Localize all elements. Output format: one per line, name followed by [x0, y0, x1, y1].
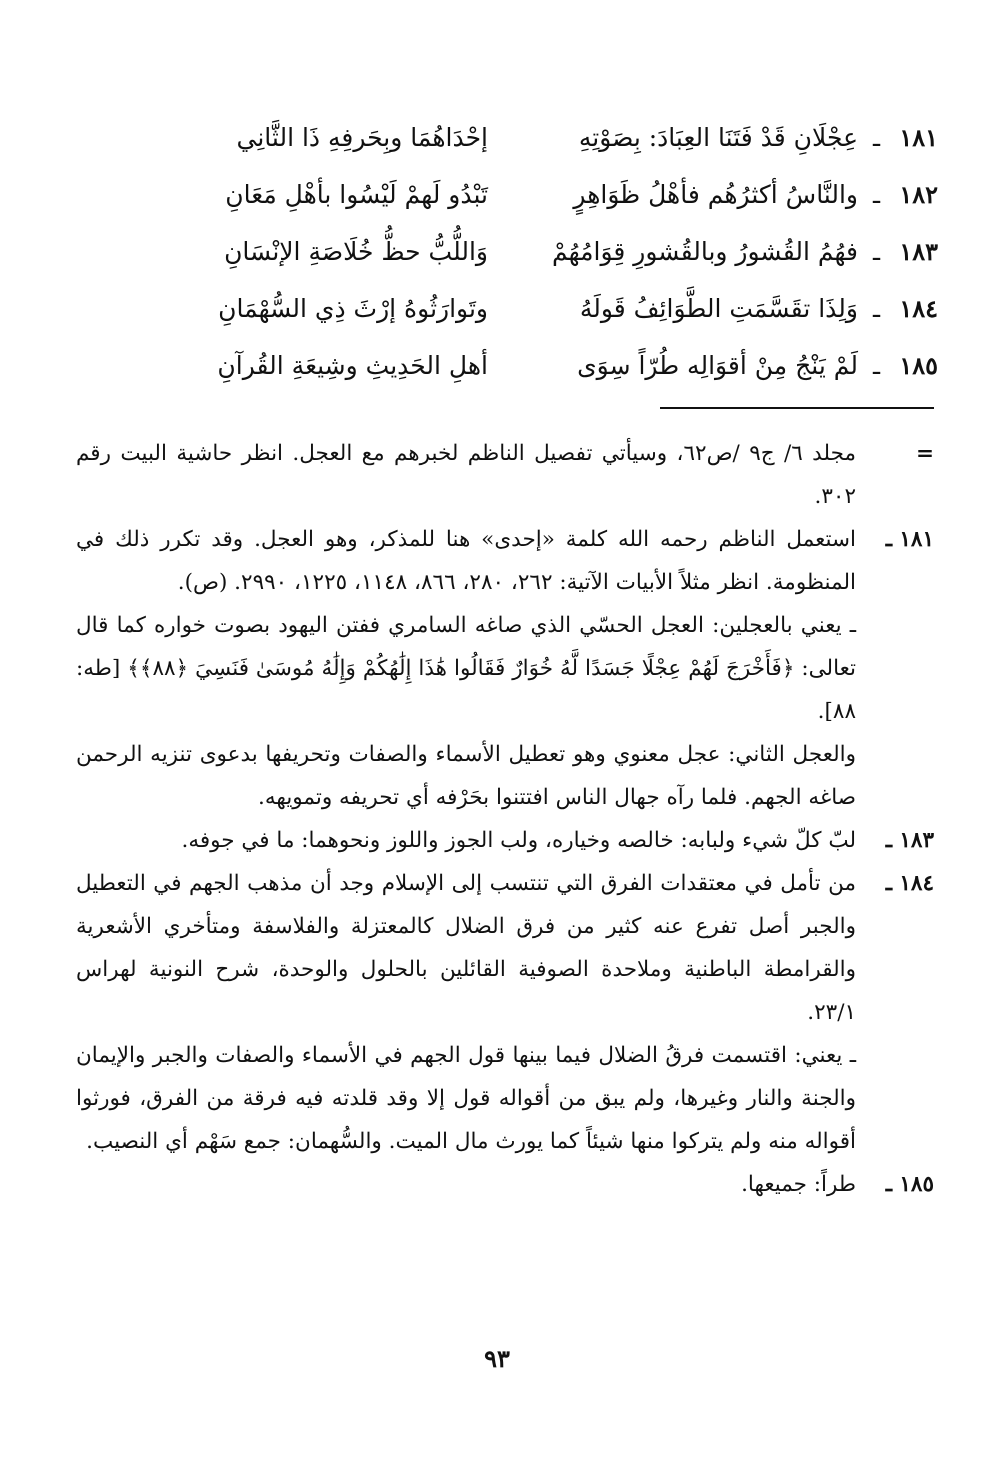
footnote	[76, 1163, 934, 1206]
footnote-paragraph: ـ يعني بالعجلين: العجل الحسّي الذي صاغه السامري ففتن اليهود بصوت خواره كما قال تعالى: ﴿فَأَخْرَجَ لَهُمْ عِجْلًا جَسَدًا لَّهُ خُوَارٌ فَقَالُوا هَٰذَا إِلَٰهُكُمْ وَإِلَٰهُ مُوسَىٰ فَنَسِيَ ﴿٨٨﴾﴾ [طه: ٨٨].	[76, 613, 856, 724]
verse-dash: ـ	[872, 295, 880, 323]
verse-number: ١٨٤	[899, 294, 938, 323]
footnote-text	[76, 432, 856, 518]
footnote-number: ١٨١	[899, 527, 934, 552]
verse-second-hemistich: إحْدَاهُمَا وبِحَرفِهِ ذَا الثَّانِي	[236, 123, 488, 152]
verse-number: ١٨٢	[899, 180, 938, 209]
footnote-paragraph: طراً: جميعها.	[741, 1172, 856, 1197]
footnote-text	[76, 819, 856, 862]
footnote-paragraph: ـ يعني: اقتسمت فرقُ الضلال فيما بينها قول الجهم في الأسماء والصفات والجبر والإيمان والجنة والنار وغيرها، ولم يبق من أقواله قول إلا وقد قلدته فيه فرقة من الفرق، فورثوا أقواله منه ولم يتركوا منها شيئاً كما يورث مال الميت. والسُّهمان: جمع سَهْم أي النصيب.	[76, 1043, 856, 1154]
verse-second-hemistich: وَاللُّبُّ حظُّ خُلَاصَةِ الإنْسَانِ	[224, 237, 488, 266]
footnote-dash: ـ	[885, 871, 892, 896]
footnote-separator	[660, 407, 934, 409]
footnote	[76, 432, 934, 518]
footnote-text	[76, 1163, 856, 1206]
verse-second-hemistich: أهلِ الحَدِيثِ وشِيعَةِ القُرآنِ	[217, 351, 488, 380]
verse-number: ١٨٣	[899, 237, 938, 266]
footnote-dash: ـ	[885, 1172, 892, 1197]
footnote-paragraph: من تأمل في معتقدات الفرق التي تنتسب إلى الإسلام وجد أن مذهب الجهم في التعطيل والجبر أصل تفرع عنه كثير من فرق الضلال كالمعتزلة والفلاسفة ومتأخري الأشعرية والقرامطة الباطنية وملاحدة الصوفية القائلين بالحلول والوحدة، شرح النونية لهراس ٢٣/١.	[76, 871, 856, 1025]
footnote-paragraph: والعجل الثاني: عجل معنوي وهو تعطيل الأسماء والصفات وتحريفها بدعوى تنزيه الرحمن صاغه الجهم. فلما رآه جهال الناس افتتنوا بحَرْفه أي تحريفه وتمويهه.	[76, 742, 856, 810]
footnote-text	[76, 518, 856, 819]
footnote-dash: ـ	[885, 527, 892, 552]
page-number: ٩٣	[484, 1344, 510, 1373]
footnote-number: =	[915, 441, 934, 466]
verse-dash: ـ	[872, 238, 880, 266]
footnote	[76, 862, 934, 1163]
verse-second-hemistich: وتَوارَثُوهُ إرْثَ ذِي السُّهْمَانِ	[218, 294, 488, 323]
footnotes	[76, 432, 934, 1206]
verse-dash: ـ	[872, 124, 880, 152]
verse-first-hemistich: والنَّاسُ أكثرُهُم فأهْلُ ظَوَاهِرٍ	[573, 180, 858, 209]
footnote-number: ١٨٥	[899, 1172, 934, 1197]
verse-row	[78, 232, 938, 289]
footnote-paragraph: لبّ كلّ شيء ولبابه: خالصه وخياره، ولب الجوز واللوز ونحوهما: ما في جوفه.	[181, 828, 856, 853]
footnote-number: ١٨٣	[899, 828, 934, 853]
verse-number: ١٨١	[899, 123, 938, 152]
verse-first-hemistich: وَلِذَا تقَسَّمَتِ الطَّوَائِفُ قَولَهُ	[579, 294, 858, 323]
verse-row	[78, 289, 938, 346]
verse-dash: ـ	[872, 352, 880, 380]
footnote-number: ١٨٤	[899, 871, 934, 896]
verse-second-hemistich: تَبْدُو لَهمْ لَيْسُوا بأهْلِ مَعَانِ	[225, 180, 488, 209]
verse-number: ١٨٥	[899, 351, 938, 380]
footnote-paragraph: استعمل الناظم رحمه الله كلمة «إحدى» هنا للمذكر، وهو العجل. وقد تكرر ذلك في المنظومة. انظر مثلاً الأبيات الآتية: ٢٦٢، ٢٨٠، ٨٦٦، ١١٤٨، ١٢٢٥، ٢٩٩٠. (ص).	[76, 527, 856, 595]
verse-row	[78, 118, 938, 175]
footnote	[76, 518, 934, 819]
verse-dash: ـ	[872, 181, 880, 209]
footnote	[76, 819, 934, 862]
footnote-dash: ـ	[885, 828, 892, 853]
verse-first-hemistich: عِجْلَانِ قَدْ فَتَنَا العِبَادَ: بِصَوْتِهِ	[578, 123, 858, 152]
verse-row	[78, 346, 938, 403]
poem-verses	[78, 118, 938, 403]
footnote-paragraph: مجلد ٦/ ج٩ /ص٦٢، وسيأتي تفصيل الناظم لخبرهم مع العجل. انظر حاشية البيت رقم ٣٠٢.	[76, 441, 856, 509]
verse-first-hemistich: فهُمُ القُشورُ وبالقُشورِ قِوَامُهُمْ	[551, 237, 858, 266]
verse-first-hemistich: لَمْ يَنْجُ مِنْ أقوَالِه طُرّاً سِوَى	[577, 351, 858, 380]
footnote-text	[76, 862, 856, 1163]
verse-row	[78, 175, 938, 232]
